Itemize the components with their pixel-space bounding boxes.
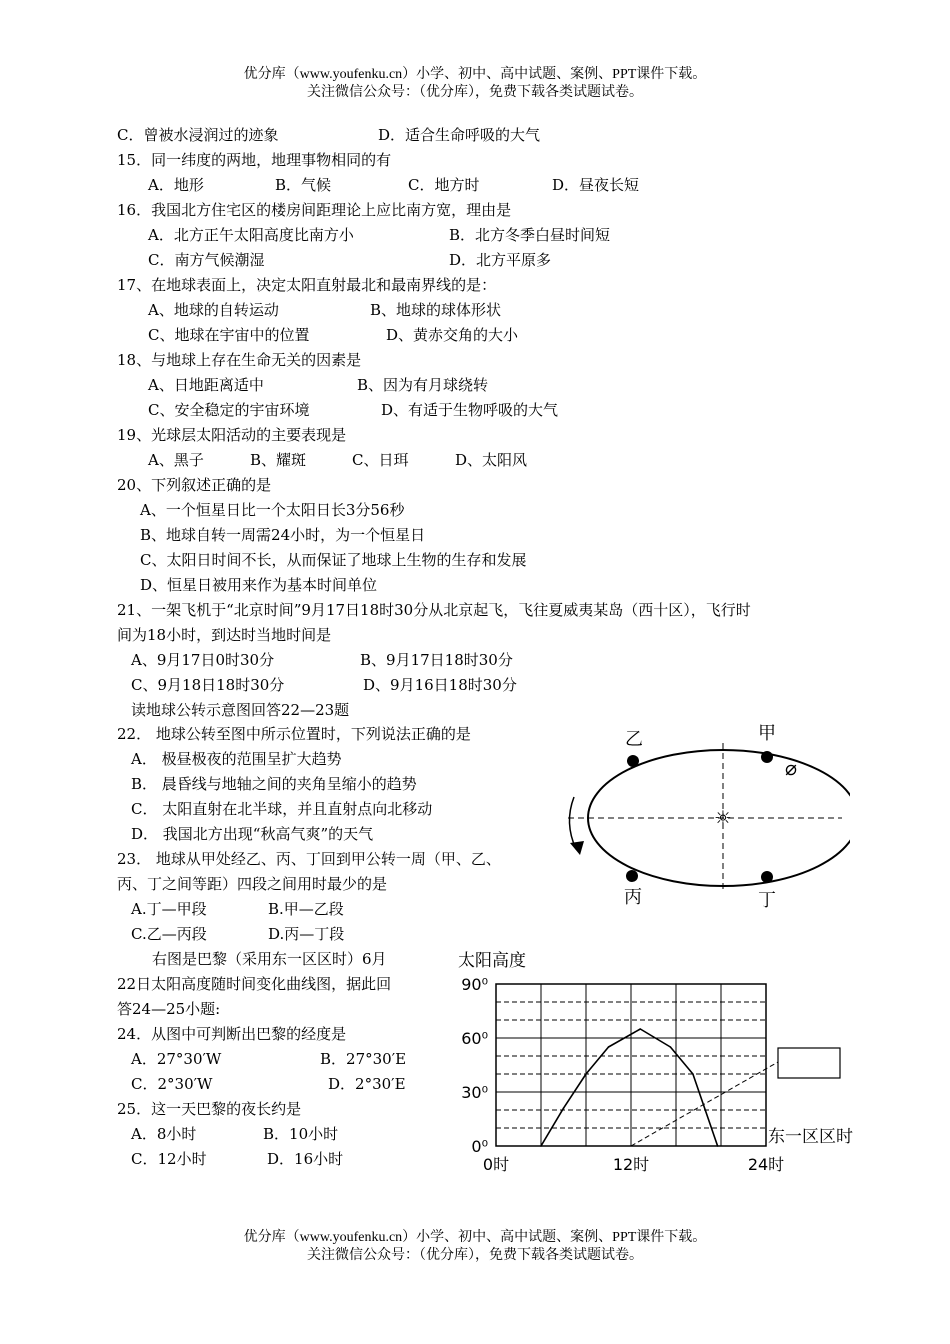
q23-stem-line-1: 23． 地球从甲处经乙、丙、丁回到甲公转一周（甲、乙、 (117, 850, 501, 868)
q23-option-d: D.丙—丁段 (268, 925, 345, 943)
q17-option-a: A、地球的自转运动 (148, 301, 279, 319)
q16-option-b: B．北方冬季白昼时间短 (449, 226, 611, 244)
q22-stem: 22． 地球公转至图中所示位置时，下列说法正确的是 (117, 725, 471, 743)
q17-option-d: D、黄赤交角的大小 (386, 326, 519, 344)
y-tick-label: 90⁰ (461, 975, 488, 994)
curve-data-point (585, 1073, 587, 1075)
label-ding: 丁 (758, 890, 776, 911)
annotation-leader-line (631, 1058, 785, 1146)
q16-stem: 16．我国北方住宅区的楼房间距理论上应比南方宽，理由是 (117, 201, 512, 219)
q23-option-c: C.乙—丙段 (131, 925, 207, 943)
q23-option-b: B.甲—乙段 (268, 900, 344, 918)
curve-data-point (670, 1046, 672, 1048)
position-bing-dot (626, 870, 638, 882)
position-yi-dot (627, 755, 639, 767)
label-bing: 丙 (624, 887, 642, 908)
q25-option-d: D．16小时 (267, 1150, 344, 1168)
q18-option-c: C、安全稳定的宇宙环境 (148, 401, 310, 419)
q22-option-b: B． 晨昏线与地轴之间的夹角呈缩小的趋势 (131, 775, 417, 793)
q15-stem: 15．同一纬度的两地，地理事物相同的有 (117, 151, 392, 169)
q24-stem: 24．从图中可判断出巴黎的经度是 (117, 1025, 347, 1043)
q14-option-d: D．适合生命呼吸的大气 (378, 126, 541, 144)
chart-xlabel: 东一区区时 (768, 1127, 853, 1147)
q20-option-a: A、一个恒星日比一个太阳日长3分56秒 (140, 501, 405, 519)
q16-option-a: A．北方正午太阳高度比南方小 (148, 226, 354, 244)
q25-option-c: C．12小时 (131, 1150, 207, 1168)
q18-option-a: A、日地距离适中 (148, 376, 264, 394)
label-jia: 甲 (758, 723, 776, 744)
curve-data-point (640, 1028, 642, 1030)
x-tick-label: 12时 (612, 1155, 650, 1174)
q19-stem: 19、光球层太阳活动的主要表现是 (117, 426, 347, 444)
q20-option-b: B、地球自转一周需24小时，为一个恒星日 (140, 526, 426, 544)
q18-stem: 18、与地球上存在生命无关的因素是 (117, 351, 362, 369)
q24-option-b: B．27°30′E (320, 1050, 407, 1068)
intro-24-line-3: 答24—25小题: (117, 1000, 221, 1018)
q23-option-a: A.丁—甲段 (131, 900, 207, 918)
q20-option-c: C、太阳日时间不长，从而保证了地球上生物的生存和发展 (140, 551, 527, 569)
q19-option-d: D、太阳风 (455, 451, 528, 469)
q16-option-c: C．南方气候潮湿 (148, 251, 265, 269)
q21-option-d: D、9月16日18时30分 (363, 676, 517, 694)
q25-option-a: A．8小时 (131, 1125, 197, 1143)
q20-option-d: D、恒星日被用来作为基本时间单位 (140, 576, 378, 594)
sun-elevation-chart (440, 940, 860, 1180)
footer-line-2: 关注微信公众号：（优分库），免费下载各类试题试卷。 (307, 1248, 643, 1263)
curve-data-point (540, 1145, 542, 1147)
q24-option-c: C．2°30′W (131, 1075, 213, 1093)
intro-24-line-1: 右图是巴黎（采用东一区区时）6月 (152, 950, 387, 968)
q22-option-a: A． 极昼极夜的范围呈扩大趋势 (131, 750, 342, 768)
q15-option-b: B．气候 (275, 176, 332, 194)
intro-24-line-2: 22日太阳高度随时间变化曲线图，据此回 (117, 975, 392, 993)
y-tick-label: 30⁰ (461, 1083, 488, 1102)
y-tick-label: 60⁰ (461, 1029, 488, 1048)
x-tick-label: 24时 (747, 1155, 785, 1174)
header-line-1: 优分库（www.youfenku.cn）小学、初中、高中试题、案例、PPT课件下载。 (243, 67, 707, 82)
q24-option-a: A．27°30′W (131, 1050, 222, 1068)
rotation-arrowhead (570, 841, 584, 855)
q25-stem: 25．这一天巴黎的夜长约是 (117, 1100, 302, 1118)
curve-data-point (692, 1073, 694, 1075)
q23-stem-line-2: 丙、丁之间等距）四段之间用时最少的是 (117, 875, 388, 893)
q14-option-c: C．曾被水浸润过的迹象 (117, 126, 279, 144)
q20-stem: 20、下列叙述正确的是 (117, 476, 272, 494)
q16-option-d: D．北方平原多 (449, 251, 552, 269)
q25-option-b: B．10小时 (263, 1125, 339, 1143)
annotation-box (778, 1048, 840, 1078)
rotation-direction-arrow (569, 797, 576, 849)
sun-symbol: ☼ (714, 806, 732, 830)
curve-data-point (717, 1145, 719, 1147)
q19-option-a: A、黑子 (148, 451, 204, 469)
q19-option-c: C、日珥 (352, 451, 409, 469)
curve-data-point (608, 1046, 610, 1048)
q24-option-d: D．2°30′E (328, 1075, 406, 1093)
earth-axis-symbol: ⌀ (785, 756, 798, 780)
q21-option-c: C、9月18日18时30分 (131, 676, 285, 694)
q17-stem: 17、在地球表面上，决定太阳直射最北和最南界线的是： (117, 276, 497, 294)
header-line-2: 关注微信公众号：（优分库），免费下载各类试题试卷。 (307, 85, 643, 100)
q21-option-b: B、9月17日18时30分 (360, 651, 513, 669)
position-jia-dot (761, 751, 773, 763)
q18-option-d: D、有适于生物呼吸的大气 (381, 401, 559, 419)
q21-stem-line-1: 21、一架飞机于“北京时间”9月17日18时30分从北京起飞，飞往夏威夷某岛（西十区），飞行时 (117, 601, 751, 619)
intro-22-23: 读地球公转示意图回答22—23题 (131, 701, 350, 719)
q17-option-c: C、地球在宇宙中的位置 (148, 326, 310, 344)
q21-option-a: A、9月17日0时30分 (131, 651, 275, 669)
q15-option-c: C．地方时 (408, 176, 480, 194)
chart-title: 太阳高度 (458, 951, 526, 971)
q17-option-b: B、地球的球体形状 (370, 301, 502, 319)
label-yi: 乙 (625, 729, 643, 750)
footer-line-1: 优分库（www.youfenku.cn）小学、初中、高中试题、案例、PPT课件下载。 (243, 1230, 707, 1245)
y-tick-label: 0⁰ (471, 1137, 488, 1156)
q15-option-a: A．地形 (148, 176, 204, 194)
q22-option-d: D． 我国北方出现“秋高气爽”的天气 (131, 825, 374, 843)
position-ding-dot (761, 871, 773, 883)
q22-option-c: C． 太阳直射在北半球，并且直射点向北移动 (131, 800, 433, 818)
curve-data-point (563, 1107, 565, 1109)
q15-option-d: D．昼夜长短 (552, 176, 640, 194)
q21-stem-line-2: 间为18小时，到达时当地时间是 (117, 626, 332, 644)
orbit-diagram (560, 715, 850, 915)
q18-option-b: B、因为有月球绕转 (357, 376, 489, 394)
q19-option-b: B、耀斑 (250, 451, 307, 469)
x-tick-label: 0时 (482, 1155, 510, 1174)
